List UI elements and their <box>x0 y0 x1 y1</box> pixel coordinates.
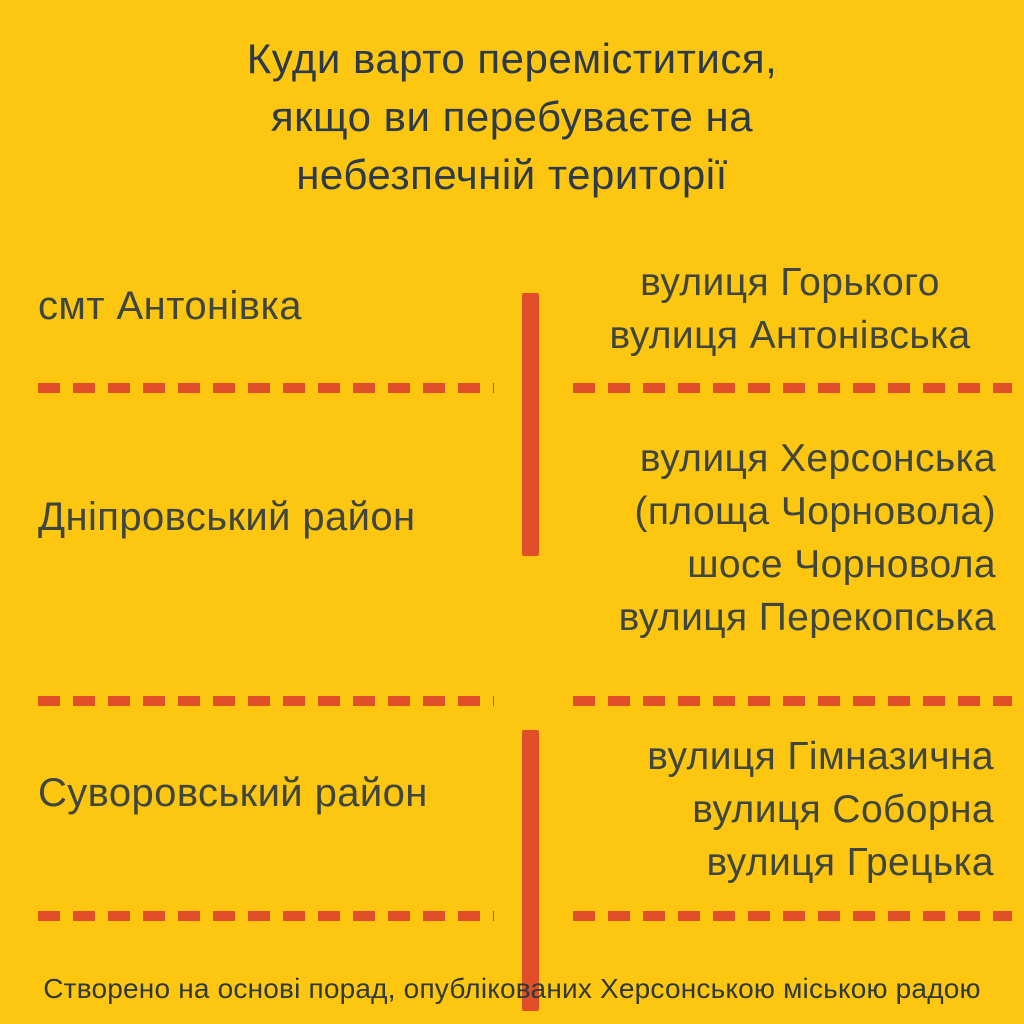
dashed-separator-1-left <box>38 383 494 393</box>
street-item: вулиця Грецька <box>706 841 994 884</box>
source-note: Створено на основі порад, опублікованих Херсонською міською радою <box>43 973 981 1004</box>
streets-list-suvorovskyi <box>500 730 994 889</box>
poster-title <box>0 30 1024 204</box>
title-line-3: небезпечній території <box>296 151 728 198</box>
street-item: вулиця Перекопська <box>618 596 996 639</box>
street-item: шосе Чорновола <box>687 543 996 586</box>
title-line-1: Куди варто переміститися, <box>246 35 778 82</box>
title-line-2: якщо ви перебуваєте на <box>270 93 754 140</box>
dashed-separator-3-right <box>573 911 1012 921</box>
dashed-separator-2-right <box>573 696 1012 706</box>
vertical-divider-bottom <box>522 730 539 1011</box>
dashed-separator-1-right <box>573 383 1012 393</box>
street-item: вулиця Соборна <box>692 788 994 831</box>
street-item: вулиця Антонівська <box>609 314 971 357</box>
district-name-dniprovskyi: Дніпровський район <box>38 495 416 539</box>
streets-list-antonivka <box>565 256 1015 362</box>
vertical-divider-top <box>522 293 539 556</box>
dashed-separator-3-left <box>38 911 494 921</box>
street-item: (площа Чорновола) <box>634 490 996 533</box>
district-name-suvorovskyi: Суворовський район <box>38 771 428 815</box>
street-item: вулиця Херсонська <box>639 437 996 480</box>
street-item: вулиця Гімназична <box>647 735 994 778</box>
street-item: вулиця Горького <box>640 261 940 304</box>
district-name-antonivka: смт Антонівка <box>38 284 302 328</box>
dashed-separator-2-left <box>38 696 494 706</box>
streets-list-dniprovskyi <box>500 432 996 644</box>
